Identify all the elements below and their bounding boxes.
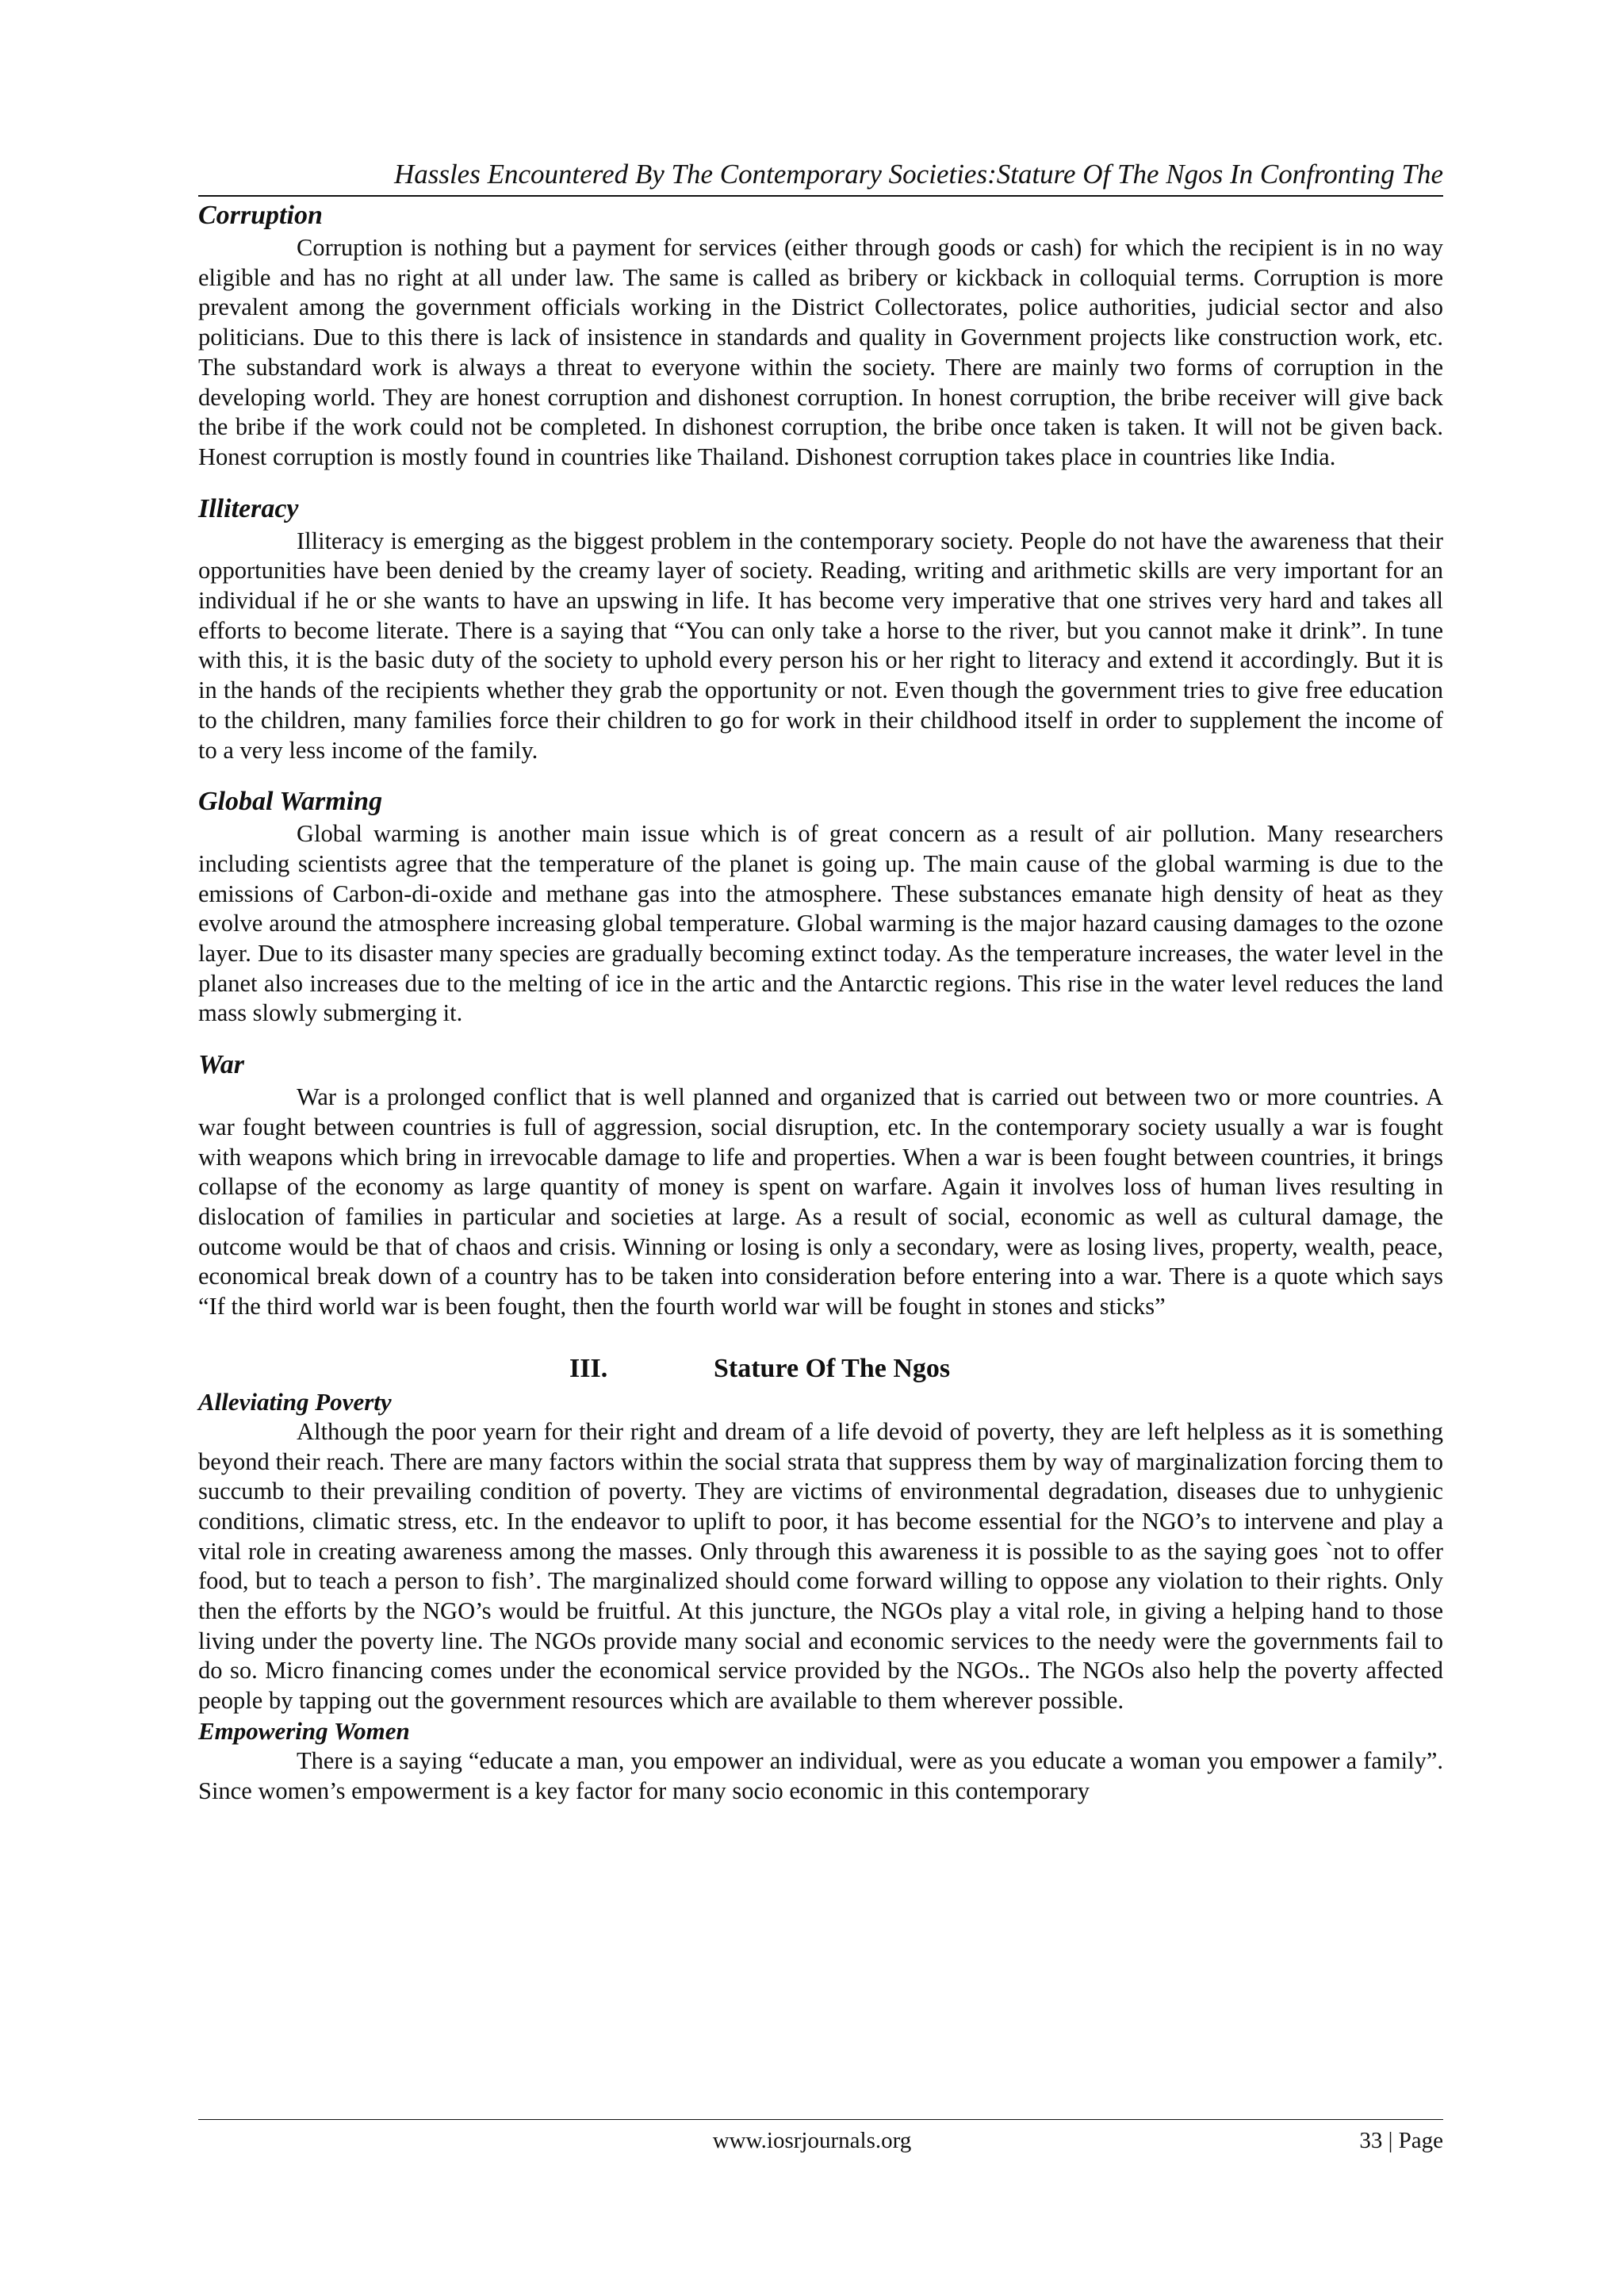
section-heading-global-warming: Global Warming	[198, 787, 383, 817]
subsection-heading-alleviating-poverty: Alleviating Poverty	[198, 1387, 392, 1416]
footer-url: www.iosrjournals.org	[712, 2128, 912, 2153]
header-rule	[198, 195, 1443, 197]
section-title-stature-of-ngos	[198, 1351, 1443, 1387]
section-title-text: Stature Of The Ngos	[714, 1353, 951, 1383]
paragraph-global-warming: Global warming is another main issue which is of great concern as a result of air pollution. Many researchers including scientists agree that the temperature of the planet is going up. The main cause of the global warming is due to the emissions of Carbon-di-oxide and methane gas into the atmosphere. These substances emanate high density of heat as they evolve around the atmosphere increasing global temperature. Global warming is the major hazard causing damages to the ozone layer. Due to its disaster many species are gradually becoming extinct today. As the temperature increases, the water level in the planet also increases due to the melting of ice in the artic and the Antarctic regions. This rise in the water level reduces the land mass slowly submerging it.	[198, 820, 1443, 1027]
paragraph-empowering-women: There is a saying “educate a man, you empower an individual, were as you educate a woman you empower a family”. Since women’s empowerment is a key factor for many socio economic in this contemporary	[198, 1746, 1443, 1804]
section-heading-corruption: Corruption	[198, 201, 323, 230]
article-body	[198, 198, 1443, 1806]
paragraph-corruption: Corruption is nothing but a payment for services (either through goods or cash) for which the recipient is in no way eligible and has no right at all under law. The same is called as bribery or kickback in colloquial terms. Corruption is more prevalent among the government officials working in the District Collectorates, police authorities, judicial sector and also politicians. Due to this there is lack of insistence in standards and quality in Government projects like construction work, etc. The substandard work is always a threat to everyone within the society. There are mainly two forms of corruption in the developing world. They are honest corruption and dishonest corruption. In honest corruption, the bribe receiver will give back the bribe if the work could not be completed. In dishonest corruption, the bribe once taken is taken. It will not be given back. Honest corruption is mostly found in countries like Thailand. Dishonest corruption takes place in countries like India.	[198, 234, 1443, 470]
page-number: 33 | Page	[1359, 2128, 1443, 2153]
section-number: III.	[569, 1353, 608, 1383]
section-heading-illiteracy: Illiteracy	[198, 493, 299, 523]
paragraph-war: War is a prolonged conflict that is well planned and organized that is carried out between two or more countries. A war fought between countries is full of aggression, social disruption, etc. In the contemporary society usually a war is fought with weapons which bring in irrevocable damage to life and properties. When a war is been fought between countries, it brings collapse of the economy as large quantity of money is spent on warfare. Again it involves loss of human lives resulting in dislocation of families in particular and societies at large. As a result of social, economic as well as cultural damage, the outcome would be that of chaos and crisis. Winning or losing is only a secondary, were as losing lives, property, wealth, peace, economical break down of a country has to be taken into consideration before entering into a war. There is a quote which says “If the third world war is been fought, then the fourth world war will be fought in stones and sticks”	[198, 1083, 1443, 1320]
footer-rule	[198, 2119, 1443, 2120]
running-header: Hassles Encountered By The Contemporary Societies:Stature Of The Ngos In Confronting The	[393, 159, 1443, 190]
section-heading-war: War	[198, 1050, 244, 1080]
paragraph-alleviating-poverty: Although the poor yearn for their right and dream of a life devoid of poverty, they are left helpless as it is something beyond their reach. There are many factors within the social strata that suppress them by way of marginalization forcing them to succumb to their prevailing condition of poverty. They are victims of environmental degradation, diseases due to unhygienic conditions, climatic stress, etc. In the endeavor to uplift to poor, it has become essential for the NGO’s to intervene and play a vital role in creating awareness among the masses. Only through this awareness it is possible to as the saying goes `not to offer food, but to teach a person to fish’. The marginalized should come forward willing to oppose any violation to their rights. Only then the efforts by the NGO’s would be fruitful. At this juncture, the NGOs play a vital role, in giving a helping hand to those living under the poverty line. The NGOs provide many social and economic services to the needy were the governments fail to do so. Micro financing comes under the economical service provided by the NGOs.. The NGOs also help the poverty affected people by tapping out the government resources which are available to them wherever possible.	[198, 1417, 1443, 1715]
paragraph-illiteracy: Illiteracy is emerging as the biggest problem in the contemporary society. People do not have the awareness that their opportunities have been denied by the creamy layer of society. Reading, writing and arithmetic skills are very important for an individual if he or she wants to have an upswing in life. It has become very imperative that one strives very hard and takes all efforts to become literate. There is a saying that “You can only take a horse to the river, but you cannot make it drink”. In tune with this, it is the basic duty of the society to uphold every person his or her right to literacy and extend it accordingly. But it is in the hands of the recipients whether they grab the opportunity or not. Even though the government tries to give free education to the children, many families force their children to go for work in their childhood itself in order to supplement the income of to a very less income of the family.	[198, 527, 1443, 764]
subsection-heading-empowering-women: Empowering Women	[198, 1716, 410, 1745]
